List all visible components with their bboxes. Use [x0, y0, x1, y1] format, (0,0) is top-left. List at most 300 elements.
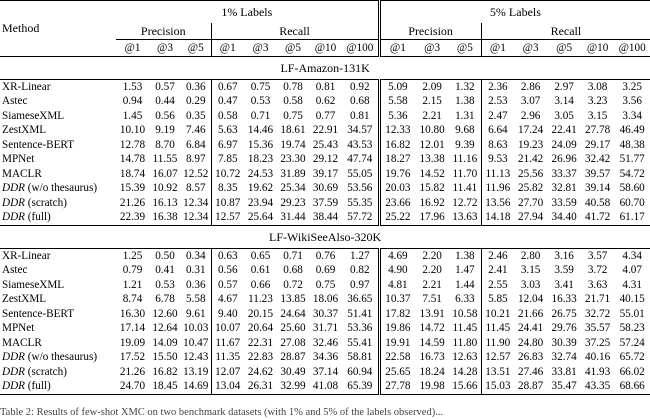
- value-cell: 29.17: [585, 138, 611, 151]
- value-cell: 11.45: [452, 322, 478, 335]
- recall-header-1pct: Recall: [211, 23, 379, 40]
- precision-header-5pct: Precision: [379, 23, 481, 40]
- k-label: @10: [314, 41, 337, 54]
- value-cell: 5.58: [379, 95, 415, 110]
- value-cell: 0.56: [211, 264, 244, 279]
- method-name: Astec: [2, 264, 28, 277]
- method-name: XR-Linear: [2, 80, 51, 93]
- value-cell: 27.46: [518, 365, 544, 378]
- value-cell: 4.90: [379, 264, 415, 279]
- group-5pct-header: 5% Labels: [379, 1, 650, 24]
- value-cell: 2.46: [481, 249, 514, 264]
- method-name: Sentence-BERT: [2, 307, 75, 320]
- value-cell: 26.83: [518, 351, 544, 364]
- value-cell: 57.72: [347, 211, 373, 224]
- value-cell: 10.87: [211, 196, 244, 211]
- value-cell: 19.86: [379, 322, 415, 337]
- value-cell: 11.90: [481, 336, 514, 351]
- value-cell: 10.92: [152, 182, 178, 195]
- value-cell: 13.85: [280, 293, 306, 306]
- method-name: ZestXML: [2, 124, 47, 137]
- value-cell: 4.31: [622, 278, 642, 291]
- value-cell: 19.62: [247, 182, 274, 195]
- table-row: [0, 293, 650, 308]
- value-cell: 11.55: [152, 153, 178, 166]
- recall-header-5pct: Recall: [481, 23, 650, 40]
- value-cell: 65.72: [619, 351, 645, 364]
- value-cell: 24.53: [247, 167, 274, 180]
- value-cell: 32.99: [277, 380, 309, 395]
- value-cell: 43.53: [347, 138, 373, 151]
- value-cell: 4.07: [622, 264, 642, 277]
- value-cell: 32.81: [551, 182, 577, 195]
- method-name: Sentence-BERT: [2, 138, 75, 151]
- value-cell: 0.35: [185, 109, 206, 122]
- value-cell: 15.82: [419, 182, 445, 195]
- value-cell: 0.62: [315, 95, 336, 108]
- value-cell: 3.15: [587, 109, 608, 122]
- method-name: [0, 380, 116, 395]
- value-cell: 2.21: [422, 109, 442, 122]
- table-row: [0, 380, 650, 395]
- value-cell: 1.44: [455, 278, 475, 291]
- value-cell: 22.31: [247, 336, 274, 349]
- value-cell: 11.35: [211, 351, 244, 366]
- value-cell: 32.72: [585, 307, 611, 320]
- value-cell: 0.92: [350, 80, 370, 93]
- value-cell: 19.91: [379, 336, 415, 351]
- value-cell: 66.02: [619, 365, 645, 378]
- method-column-header: Method: [0, 1, 116, 57]
- table-row: [0, 153, 650, 168]
- value-cell: 11.13: [481, 167, 514, 182]
- value-cell: 32.74: [551, 351, 577, 364]
- value-cell: 35.57: [585, 322, 611, 335]
- value-cell: 2.80: [520, 249, 541, 262]
- method-name: SiameseXML: [2, 278, 65, 291]
- value-cell: 14.09: [152, 336, 178, 349]
- group-header-row: [0, 1, 650, 24]
- value-cell: 9.39: [455, 138, 475, 151]
- value-cell: 12.72: [452, 196, 478, 209]
- value-cell: 1.25: [122, 249, 143, 262]
- value-cell: 11.23: [248, 293, 273, 306]
- value-cell: 25.22: [379, 211, 415, 226]
- value-cell: 35.47: [547, 380, 581, 395]
- value-cell: 13.19: [183, 365, 209, 378]
- value-cell: 3.34: [622, 109, 642, 122]
- value-cell: 0.78: [283, 80, 303, 93]
- value-cell: 2.97: [554, 80, 574, 93]
- method-name-suffix: (scratch): [25, 196, 67, 209]
- value-cell: 4.69: [379, 249, 415, 264]
- value-cell: 34.40: [551, 211, 577, 224]
- k-label: @5: [187, 41, 204, 54]
- k-label: @100: [346, 41, 374, 54]
- value-cell: 15.39: [119, 182, 146, 195]
- value-cell: 43.35: [581, 380, 614, 395]
- value-cell: 19.98: [415, 380, 449, 395]
- value-cell: 15.36: [247, 138, 274, 151]
- value-cell: 31.71: [312, 322, 339, 335]
- table-row: [0, 124, 650, 139]
- value-cell: 1.45: [122, 109, 143, 122]
- method-name: [0, 182, 116, 197]
- value-cell: 10.03: [183, 322, 209, 335]
- value-cell: 68.66: [614, 380, 650, 395]
- value-cell: 25.43: [312, 138, 339, 151]
- table-row: [0, 182, 650, 197]
- method-name-italic: DDR: [2, 365, 25, 378]
- value-cell: 0.69: [315, 264, 336, 277]
- value-cell: 3.16: [554, 249, 574, 262]
- value-cell: 57.24: [619, 336, 645, 349]
- table-row: [0, 307, 650, 322]
- k-label: @1: [379, 40, 415, 57]
- value-cell: 60.70: [619, 196, 645, 209]
- value-cell: 12.63: [452, 351, 478, 364]
- value-cell: 4.34: [622, 249, 642, 262]
- value-cell: 14.72: [419, 322, 445, 335]
- table-row: [0, 365, 650, 380]
- value-cell: 9.40: [211, 307, 244, 322]
- value-cell: 25.82: [518, 182, 544, 195]
- value-cell: 27.08: [280, 336, 306, 349]
- value-cell: 3.59: [554, 264, 574, 277]
- value-cell: 13.04: [211, 380, 244, 395]
- value-cell: 58.81: [347, 351, 373, 364]
- value-cell: 13.63: [452, 211, 478, 224]
- value-cell: 55.35: [347, 196, 373, 209]
- value-cell: 10.21: [481, 307, 514, 322]
- value-cell: 38.44: [312, 211, 339, 224]
- value-cell: 9.19: [155, 124, 175, 137]
- value-cell: 65.39: [342, 380, 379, 395]
- value-cell: 12.57: [211, 211, 244, 226]
- value-cell: 3.72: [587, 264, 608, 277]
- value-cell: 0.75: [283, 109, 303, 122]
- value-cell: 37.25: [585, 336, 611, 349]
- value-cell: 12.64: [152, 322, 178, 335]
- value-cell: 16.07: [152, 167, 178, 180]
- method-name: MPNet: [2, 322, 35, 335]
- value-cell: 14.69: [181, 380, 211, 395]
- value-cell: 23.66: [379, 196, 415, 211]
- value-cell: 20.15: [247, 307, 274, 320]
- method-name-suffix: (full): [25, 380, 51, 393]
- value-cell: 0.50: [155, 249, 175, 262]
- value-cell: 27.78: [379, 380, 415, 395]
- value-cell: 2.55: [481, 278, 514, 293]
- k-label: @3: [424, 41, 441, 54]
- value-cell: 0.57: [211, 278, 244, 293]
- value-cell: 17.96: [419, 211, 445, 224]
- table-row: [0, 351, 650, 366]
- method-name: ZestXML: [2, 293, 47, 306]
- value-cell: 4.81: [379, 278, 415, 293]
- value-cell: 2.96: [520, 109, 541, 122]
- value-cell: 25.65: [379, 365, 415, 380]
- value-cell: 9.61: [185, 307, 206, 320]
- value-cell: 1.31: [455, 109, 475, 122]
- value-cell: 26.96: [551, 153, 577, 166]
- value-cell: 1.32: [455, 80, 475, 93]
- value-cell: 20.64: [247, 322, 274, 335]
- value-cell: 60.94: [347, 365, 373, 378]
- method-name: MACLR: [2, 167, 42, 180]
- value-cell: 0.71: [283, 249, 303, 262]
- value-cell: 55.05: [347, 167, 373, 180]
- value-cell: 24.64: [280, 307, 306, 320]
- value-cell: 18.45: [149, 380, 181, 395]
- value-cell: 8.70: [155, 138, 175, 151]
- value-cell: 13.38: [419, 153, 445, 166]
- method-name-suffix: (full): [25, 211, 51, 224]
- k-label: @1: [124, 41, 141, 54]
- value-cell: 11.96: [481, 182, 514, 197]
- value-cell: 18.27: [379, 153, 415, 168]
- value-cell: 17.82: [379, 307, 415, 322]
- value-cell: 2.15: [422, 95, 442, 108]
- value-cell: 16.38: [152, 211, 178, 224]
- value-cell: 15.03: [481, 380, 514, 395]
- value-cell: 12.04: [518, 293, 544, 306]
- value-cell: 12.34: [183, 196, 209, 209]
- value-cell: 11.80: [452, 336, 478, 349]
- value-cell: 0.81: [315, 80, 336, 93]
- k-label: @3: [252, 41, 269, 54]
- method-name-suffix: (w/o thesaurus): [25, 351, 98, 364]
- value-cell: 0.34: [185, 249, 206, 262]
- value-cell: 8.63: [481, 138, 514, 153]
- value-cell: 12.60: [152, 307, 178, 320]
- k-label: @3: [522, 41, 539, 54]
- value-cell: 0.29: [185, 95, 206, 108]
- value-cell: 24.41: [518, 322, 544, 335]
- value-cell: 15.50: [152, 351, 178, 364]
- table-row: [0, 167, 650, 182]
- value-cell: 13.91: [419, 307, 445, 320]
- value-cell: 0.36: [185, 278, 206, 291]
- value-cell: 2.41: [481, 264, 514, 279]
- value-cell: 25.64: [247, 211, 274, 224]
- value-cell: 6.97: [211, 138, 244, 153]
- value-cell: 37.14: [312, 365, 339, 378]
- value-cell: 0.63: [211, 249, 244, 264]
- value-cell: 1.47: [455, 264, 475, 277]
- method-name: [0, 211, 116, 226]
- value-cell: 21.26: [119, 196, 146, 209]
- value-cell: 32.42: [585, 153, 611, 166]
- value-cell: 0.79: [122, 264, 143, 277]
- value-cell: 22.83: [247, 351, 274, 364]
- value-cell: 16.33: [551, 293, 577, 306]
- value-cell: 6.84: [185, 138, 206, 151]
- value-cell: 14.46: [247, 124, 274, 137]
- value-cell: 46.49: [619, 124, 645, 137]
- value-cell: 0.77: [315, 109, 336, 122]
- method-name: [0, 365, 116, 380]
- value-cell: 9.68: [455, 124, 475, 137]
- method-name: [0, 196, 116, 211]
- value-cell: 12.52: [183, 167, 209, 180]
- value-cell: 4.67: [211, 293, 244, 308]
- value-cell: 3.57: [587, 249, 608, 262]
- value-cell: 0.58: [211, 109, 244, 124]
- value-cell: 1.21: [122, 278, 143, 291]
- value-cell: 23.94: [247, 196, 274, 209]
- value-cell: 23.30: [280, 153, 306, 166]
- value-cell: 11.41: [452, 182, 478, 195]
- value-cell: 0.36: [185, 80, 206, 93]
- value-cell: 0.53: [250, 95, 271, 108]
- value-cell: 5.58: [185, 293, 206, 306]
- value-cell: 12.01: [419, 138, 445, 151]
- value-cell: 18.61: [280, 124, 306, 137]
- k-label: @5: [285, 41, 301, 54]
- value-cell: 39.57: [585, 167, 611, 180]
- value-cell: 0.94: [122, 95, 143, 108]
- value-cell: 0.75: [315, 278, 336, 291]
- value-cell: 12.43: [183, 351, 209, 364]
- value-cell: 55.41: [347, 336, 373, 349]
- k-label: @5: [556, 41, 573, 54]
- value-cell: 3.63: [587, 278, 608, 291]
- value-cell: 55.01: [619, 307, 645, 320]
- value-cell: 33.81: [551, 365, 577, 378]
- value-cell: 25.60: [280, 322, 306, 335]
- value-cell: 29.76: [551, 322, 577, 335]
- value-cell: 27.94: [518, 211, 544, 224]
- value-cell: 3.25: [622, 80, 642, 93]
- value-cell: 14.59: [419, 336, 445, 349]
- value-cell: 16.73: [419, 351, 445, 364]
- value-cell: 17.24: [518, 124, 544, 137]
- value-cell: 2.86: [520, 80, 541, 93]
- value-cell: 28.87: [514, 380, 547, 395]
- value-cell: 33.37: [551, 167, 577, 180]
- value-cell: 25.56: [518, 167, 544, 180]
- value-cell: 24.80: [518, 336, 544, 349]
- value-cell: 0.71: [250, 109, 271, 122]
- value-cell: 1.27: [350, 249, 370, 262]
- method-name-italic: DDR: [2, 196, 25, 209]
- value-cell: 11.67: [211, 336, 244, 351]
- value-cell: 0.67: [211, 80, 244, 95]
- value-cell: 8.74: [122, 293, 143, 306]
- value-cell: 10.10: [119, 124, 146, 137]
- table-row: [0, 196, 650, 211]
- value-cell: 3.08: [587, 80, 608, 93]
- value-cell: 10.07: [211, 322, 244, 337]
- value-cell: 3.41: [554, 278, 574, 291]
- value-cell: 24.09: [551, 138, 577, 151]
- value-cell: 7.51: [422, 293, 442, 306]
- value-cell: 0.58: [283, 95, 303, 108]
- value-cell: 9.53: [481, 153, 514, 168]
- value-cell: 24.62: [247, 365, 274, 378]
- value-cell: 2.20: [422, 264, 442, 277]
- value-cell: 40.58: [585, 196, 611, 209]
- group-1pct-header: 1% Labels: [116, 1, 379, 24]
- value-cell: 13.56: [481, 196, 514, 211]
- value-cell: 54.72: [619, 167, 645, 180]
- value-cell: 34.36: [312, 351, 339, 364]
- value-cell: 37.59: [312, 196, 339, 209]
- value-cell: 0.56: [155, 109, 175, 122]
- value-cell: 28.87: [280, 351, 306, 364]
- value-cell: 5.36: [379, 109, 415, 124]
- value-cell: 11.16: [452, 153, 478, 166]
- k-label: @10: [586, 41, 609, 54]
- value-cell: 51.77: [619, 153, 645, 166]
- value-cell: 10.58: [452, 307, 478, 320]
- value-cell: 61.17: [619, 211, 645, 224]
- value-cell: 3.03: [520, 278, 541, 291]
- precision-header-1pct: Precision: [116, 23, 211, 40]
- value-cell: 33.59: [551, 196, 577, 209]
- value-cell: 19.74: [280, 138, 306, 151]
- value-cell: 13.51: [481, 365, 514, 380]
- value-cell: 3.23: [587, 95, 608, 108]
- value-cell: 58.60: [619, 182, 645, 195]
- value-cell: 41.72: [585, 211, 611, 224]
- value-cell: 5.85: [481, 293, 514, 308]
- k-label: @5: [456, 41, 473, 54]
- table-row: [0, 264, 650, 279]
- value-cell: 0.44: [155, 95, 175, 108]
- method-name-italic: DDR: [2, 380, 25, 393]
- value-cell: 0.81: [350, 109, 370, 122]
- method-name-italic: DDR: [2, 211, 25, 224]
- value-cell: 3.56: [622, 95, 642, 108]
- value-cell: 27.78: [585, 124, 611, 137]
- value-cell: 0.53: [155, 278, 175, 291]
- value-cell: 32.46: [312, 336, 339, 349]
- value-cell: 18.74: [119, 167, 146, 180]
- value-cell: 14.52: [419, 167, 445, 180]
- value-cell: 0.82: [350, 264, 370, 277]
- value-cell: 22.41: [551, 124, 577, 137]
- value-cell: 18.23: [247, 153, 274, 166]
- value-cell: 10.47: [183, 336, 209, 349]
- value-cell: 16.82: [379, 138, 415, 153]
- value-cell: 10.80: [419, 124, 445, 137]
- value-cell: 40.16: [585, 351, 611, 364]
- value-cell: 21.26: [119, 365, 146, 378]
- value-cell: 15.66: [449, 380, 481, 395]
- value-cell: 27.70: [518, 196, 544, 209]
- value-cell: 11.70: [452, 167, 478, 180]
- value-cell: 26.31: [244, 380, 277, 395]
- value-cell: 0.65: [250, 249, 271, 262]
- value-cell: 22.58: [379, 351, 415, 366]
- value-cell: 39.14: [585, 182, 611, 195]
- method-name-italic: DDR: [2, 182, 25, 195]
- value-cell: 1.53: [122, 80, 143, 93]
- method-name-italic: DDR: [2, 351, 25, 364]
- value-cell: 2.47: [481, 109, 514, 124]
- table-row: [0, 211, 650, 226]
- value-cell: 21.42: [518, 153, 544, 166]
- value-cell: 3.14: [554, 95, 574, 108]
- value-cell: 14.28: [452, 365, 478, 378]
- value-cell: 7.85: [211, 153, 244, 168]
- value-cell: 21.66: [518, 307, 544, 320]
- value-cell: 48.38: [619, 138, 645, 151]
- value-cell: 12.78: [119, 138, 146, 151]
- value-cell: 31.89: [280, 167, 306, 180]
